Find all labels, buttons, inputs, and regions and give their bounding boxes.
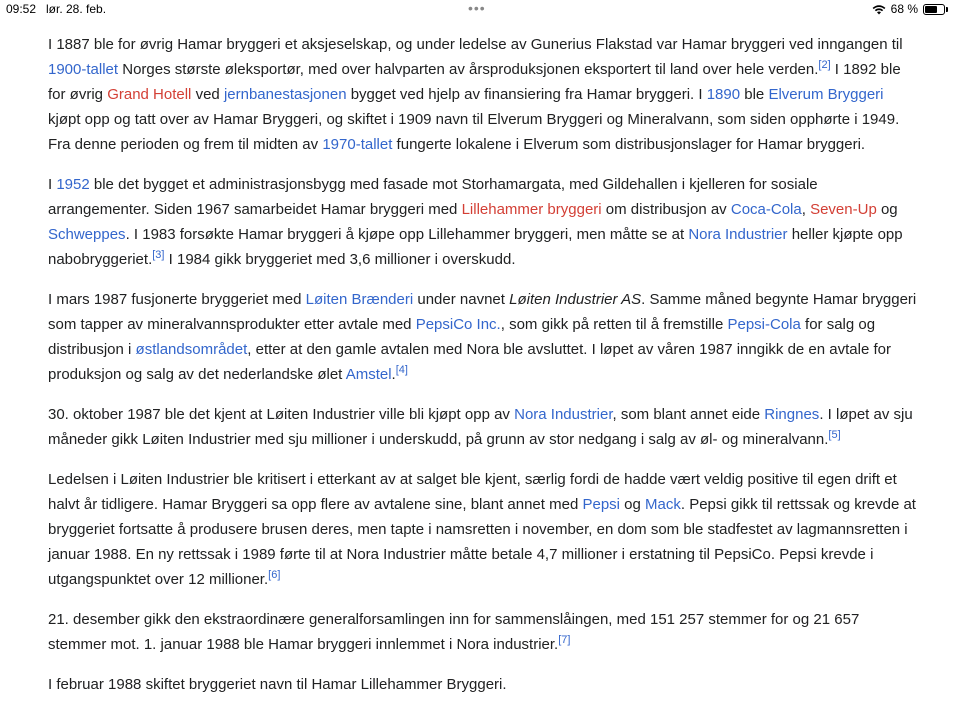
text-run: heller kjøpte opp nabobryggeriet. xyxy=(48,226,903,268)
reference-link[interactable]: [3] xyxy=(152,249,165,261)
text-run: I 1892 ble for øvrig xyxy=(48,61,901,103)
status-date: lør. 28. feb. xyxy=(46,2,107,16)
article-link[interactable]: 1952 xyxy=(56,176,90,193)
reference-link[interactable]: [7] xyxy=(558,634,571,646)
paragraph xyxy=(48,402,918,452)
text-run: , som gikk på retten til å fremstille xyxy=(500,316,728,333)
reference-link[interactable]: [5] xyxy=(828,429,841,441)
text-run: I mars 1987 fusjonerte bryggeriet med xyxy=(48,291,306,308)
reference-link[interactable]: [6] xyxy=(268,569,281,581)
paragraph xyxy=(48,607,918,657)
text-run: ble det bygget et administrasjonsbygg med fasade mot Storhamargata, med Gildehallen i kjelleren for sosiale arrangementer. Siden 1967 samarbeidet Hamar bryggeri med xyxy=(48,176,818,218)
article-link[interactable]: Coca-Cola xyxy=(730,201,802,218)
text-run: fungerte lokalene i Elverum som distribusjonslager for Hamar bryggeri. xyxy=(392,136,866,153)
paragraph xyxy=(48,172,918,272)
article-link[interactable]: Pepsi xyxy=(582,496,620,513)
article-link[interactable]: PepsiCo Inc. xyxy=(415,316,501,333)
article-link[interactable]: 1970-tallet xyxy=(322,136,393,153)
text-run: . xyxy=(391,366,396,383)
reference-link[interactable]: [4] xyxy=(395,364,408,376)
missing-article-link[interactable]: Grand Hotell xyxy=(107,86,192,103)
article-link[interactable]: Nora Industrier xyxy=(688,226,788,243)
article-link[interactable]: Mack xyxy=(645,496,681,513)
text-run: 21. desember gikk den ekstraordinære generalforsamlingen inn for sammenslåingen, med 151 257 stemmer for og 21 657 stemmer mot. 1. januar 1988 ble Hamar bryggeri innlemmet i Nora industrier. xyxy=(48,611,860,653)
article-link[interactable]: Amstel xyxy=(345,366,392,383)
text-run: . Samme måned begynte Hamar bryggeri som tapper av mineralvannsprodukter etter avtale med xyxy=(48,291,917,333)
text-run: . I 1983 forsøkte Hamar bryggeri å kjøpe opp Lillehammer bryggeri, men måtte se at xyxy=(125,226,689,243)
battery-icon xyxy=(923,4,945,15)
reference-link[interactable]: [2] xyxy=(818,59,831,71)
text-run: under navnet xyxy=(413,291,510,308)
text-run: . Pepsi gikk til rettssak og krevde at bryggeriet fortsatte å produsere brusen deres, men tapte i namsretten i november, en dom som ble stadfestet av lagmannsretten i januar 1988. En ny rettssak i 1989 førte til at Nora Industrier måtte betale 4,7 millioner i erstatning til PepsiCo. Pepsi krevde i utgangspunktet over 12 millioner. xyxy=(48,496,916,588)
multitasking-dots-icon[interactable]: ••• xyxy=(468,0,486,16)
article-link[interactable]: Pepsi-Cola xyxy=(727,316,801,333)
missing-article-link[interactable]: Lillehammer bryggeri xyxy=(461,201,602,218)
text-run: I xyxy=(48,176,57,193)
text-run: for salg og distribusjon i xyxy=(48,316,876,358)
battery-cap xyxy=(946,7,948,12)
battery-percent: 68 % xyxy=(890,2,918,16)
paragraph xyxy=(48,467,918,592)
text-run: . I løpet av sju måneder gikk Løiten Industrier med sju millioner i underskudd, på grunn av stor nedgang i salg av øl- og mineralvann. xyxy=(48,406,913,448)
text-run: I 1887 ble for øvrig Hamar bryggeri et aksjeselskap, og under ledelse av Gunerius Flakstad var Hamar bryggeri ved inngangen til xyxy=(48,36,903,53)
text-run: 30. oktober 1987 ble det kjent at Løiten Industrier ville bli kjøpt opp av xyxy=(48,406,515,423)
article-link[interactable]: jernbanestasjonen xyxy=(223,86,347,103)
text-run: og xyxy=(876,201,898,218)
status-indicators xyxy=(872,2,948,16)
article-link[interactable]: Løiten Brænderi xyxy=(305,291,414,308)
article-link[interactable]: Schweppes xyxy=(48,226,126,243)
battery-level-fill xyxy=(925,6,937,13)
italic-text: Løiten Industrier AS xyxy=(509,291,642,308)
text-run: Ledelsen i Løiten Industrier ble kritisert i etterkant av at salget ble kjent, særlig fordi de hadde vært veldig positive til egen drift et halvt år tidligere. Hamar Bryggeri sa opp flere av avtalene sine, blant annet med xyxy=(48,471,897,513)
article-link[interactable]: 1890 xyxy=(706,86,741,103)
article-link[interactable]: Nora Industrier xyxy=(514,406,613,423)
paragraph xyxy=(48,32,918,157)
text-run: ved xyxy=(191,86,224,103)
article-link[interactable]: Elverum Bryggeri xyxy=(768,86,884,103)
text-run: kjøpt opp og tatt over av Hamar Bryggeri, og skiftet i 1909 navn til Elverum Bryggeri og Mineralvann, som siden opphørte i 1949. Fra denne perioden og frem til midten av xyxy=(48,111,900,153)
text-run: Norges største øleksportør, med over halvparten av årsproduksjonen eksportert til land over hele verden. xyxy=(118,61,819,78)
article-link[interactable]: Ringnes xyxy=(764,406,820,423)
paragraph xyxy=(48,672,918,697)
text-run: bygget ved hjelp av finansiering fra Hamar bryggeri. I xyxy=(346,86,707,103)
text-run: ble xyxy=(740,86,769,103)
status-bar xyxy=(0,0,960,18)
text-run: og xyxy=(620,496,646,513)
article-body xyxy=(48,32,918,712)
article-link[interactable]: 1900-tallet xyxy=(48,61,119,78)
text-run: om distribusjon av xyxy=(601,201,731,218)
wifi-icon xyxy=(872,4,886,15)
missing-article-link[interactable]: Seven-Up xyxy=(810,201,877,218)
article-link[interactable]: østlandsområdet xyxy=(135,341,248,358)
text-run: , som blant annet eide xyxy=(612,406,765,423)
text-run: I februar 1988 skiftet bryggeriet navn til Hamar Lillehammer Bryggeri. xyxy=(48,676,507,693)
text-run: , etter at den gamle avtalen med Nora ble avsluttet. I løpet av våren 1987 inngikk de en avtale for produksjon og salg av det nederlandske ølet xyxy=(48,341,891,383)
paragraph xyxy=(48,287,918,387)
status-time: 09:52 xyxy=(6,2,37,16)
text-run: , xyxy=(801,201,811,218)
text-run: I 1984 gikk bryggeriet med 3,6 millioner i overskudd. xyxy=(164,251,516,268)
